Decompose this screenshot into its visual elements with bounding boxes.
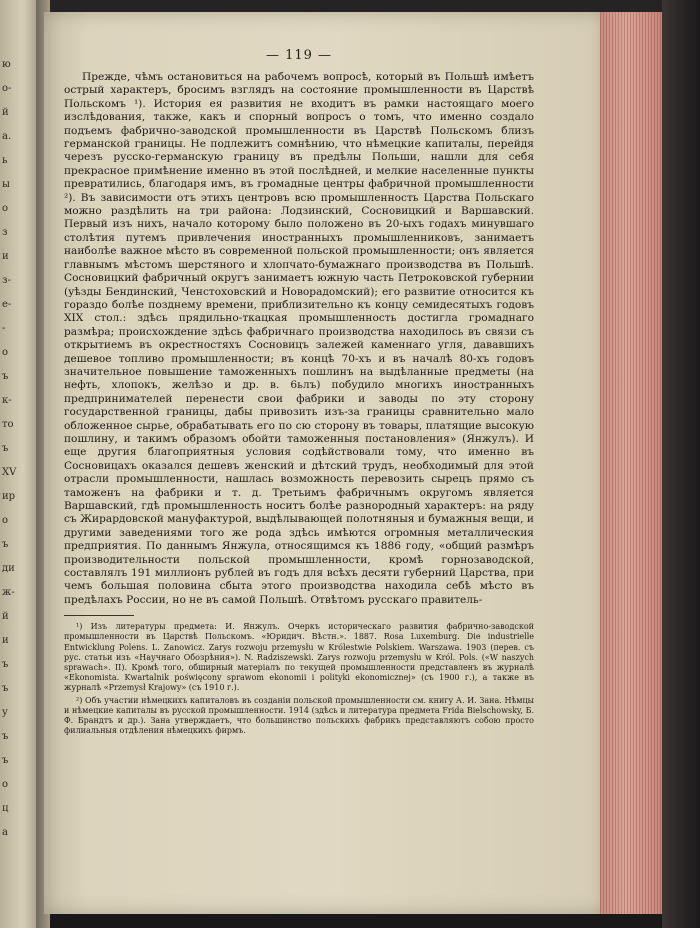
body-paragraph: Прежде, чѣмъ остановиться на рабочемъ вопросѣ, который въ Польшѣ имѣетъ острый характеръ, бросимъ взглядъ на состояние промышленности въ Царствѣ Польскомъ ¹). История ея развития не входитъ въ рамки настоящаго моего изслѣдования, также, какъ и спорный вопросъ о томъ, что именно создало подъемъ фабрично-заводской промышленности въ Царствѣ Польскомъ близъ германской границы. Не подлежитъ сомнѣнию, что нѣмецкие капиталы, перейдя черезъ русско-германскую границу въ предѣлы Польши, нашли для себя прекрасное примѣнение именно въ этой послѣдней, и мелкие населенные пункты превратились, благодаря имъ, въ громадные центры фабричной промышленности ²). Въ зависимости отъ этихъ центровъ всю промышленность Царства Польскаго можно раздѣлить на три района: Лодзинский, Сосновицкий и Варшавский. Первый изъ нихъ, начало которому было положено въ 20-ыхъ годахъ минувшаго столѣтия путемъ привлечения иностранныхъ промышленниковъ, занимаетъ наиболѣе важное мѣсто въ современной польской промышленности; онъ является главнымъ мѣстомъ шерстяного и хлопчато-бумажнаго производства въ Польшѣ. Сосновицкий фабричный округъ занимаетъ южную часть Петроковской губернии (уѣзды Бендинский, Ченстоховский и Новорадомский); его развитие относится къ гораздо болѣе позднему времени, приблизительно къ концу семидесятыхъ годовъ XIX стол.: здѣсь прядильно-ткацкая промышленность достигла громаднаго размѣра; происхождение здѣсь фабричнаго производства находилось въ связи съ открытиемъ въ окрестностяхъ Сосновицъ залежей каменнаго угля, дававшихъ дешевое топливо промышленности; въ концѣ 70-хъ и въ началѣ 80-хъ годовъ значительное повышение таможенныхъ пошлинъ на выдѣланные предметы (на нефть, хлопокъ, желѣзо и др. в. 6ьлъ) побудило многихъ иностранныхъ предпринимателей перенести свои фабрики и заводы по эту сторону государственной границы, дабы привозить изъ-за границы сравнительно мало обложенное сырье, обрабатывать его по сю сторону въ товары, платящие высокую пошлину, и такимъ образомъ обойти таможенныя постановления» (Янжулъ). И еще другия благоприятныя условия содѣйствовали тому, что именно въ Сосновицахъ оказался дешевъ женский и дѣтский трудъ, необходимый для этой отрасли промышленности, нашлась возможность перевозить сырецъ прямо съ таможенъ на фабрики и т. д. Третьимъ фабричнымъ округомъ является Варшавский, гдѣ промышленность носитъ болѣе разнородный характеръ: на ряду съ Жирардовской мануфактурой, выдѣлывающей полотняныя и бумажныя вещи, и другими заведениями того же рода здѣсь имѣются огромныя металлическия предприятия. По даннымъ Янжула, относящимся къ 1886 году, «общий размѣръ производительности польской промышленности, кромѣ горнозаводской, составлялъ 191 миллионъ рублей въ годъ для всѣхъ десяти губерний Царства, при чемъ большая половина сбыта этого производства находила себѣ мѣсто въ предѣлахъ России, но не въ самой Польшѣ. Отвѣтомъ русскаго правитель- <box>64 71 534 606</box>
page-edge <box>600 12 666 914</box>
left-page-fragment: ж- <box>2 587 15 598</box>
left-page-fragment: и <box>2 635 9 646</box>
left-page-fragment: ъ <box>2 371 9 382</box>
left-page-fragment: о <box>2 203 9 214</box>
left-page-fragment: ъ <box>2 731 9 742</box>
left-page-fragment: ь <box>2 155 8 166</box>
footnote-1: ¹) Изъ литературы предмета: И. Янжулъ. Очеркъ историческаго развития фабрично-заводской промышленности въ Царствѣ Польскомъ. «Юридич. Вѣстн.». 1887. Rosa Luxemburg. Die industrielle Entwicklung Polens. L. Zanowicz. Zarys rozwoju przemysłu w Królestwie Polskiem. Warszawa. 1903 (перев. съ рус. статьи изъ «Научнаго Обозрѣния»). N. Radziszewski. Zarys rozwoju przemysłu w Król. Pols. («W naszych sprawach». II). Кромѣ того, обширный матеріалъ по текущей промышленности представленъ въ журналѣ «Ekonomista. Kwartalnik poświęcony sprawom ekonomii i polityki ekonomicznej» (съ 1900 г.), а также въ журналѣ «Przemysł Krajowy» (съ 1910 г.). <box>64 622 534 693</box>
left-page-fragment: ц <box>2 803 9 814</box>
left-page-fragment: й <box>2 107 9 118</box>
left-page-fragment: о- <box>2 83 12 94</box>
left-page-fragment: ъ <box>2 539 9 550</box>
left-page-fragment: ир <box>2 491 16 502</box>
left-page-fragment: з <box>2 227 8 238</box>
left-page-fragment: и <box>2 251 9 262</box>
left-page-fragment: а. <box>2 131 12 142</box>
page-number: — 119 — <box>265 48 333 63</box>
left-page-fragment: е- <box>2 299 12 310</box>
left-page-fragment: а <box>2 827 8 838</box>
footnotes <box>64 622 534 736</box>
left-page-fragment: ХV <box>2 467 17 478</box>
body-text <box>64 71 534 607</box>
left-page-fragment: ъ <box>2 659 9 670</box>
footnote-2: ²) Объ участии нѣмецкихъ капиталовъ въ созданіи польской промышленности см. книгу А. И. Зана. Нѣмцы и нѣмецкие капиталы въ русской промышленности. 1914 (здѣсь и литература предмета Frida Bielschowsky, Б. Ф. Брандтъ и др.). Зана утверждаетъ, что большинство польскихъ фабрикъ представляютъ собою просто филиальныя отдѣления нѣмецкихъ фирмъ. <box>64 695 534 736</box>
left-page-fragment: о <box>2 779 9 790</box>
left-page-fragment: з- <box>2 275 11 286</box>
book-cover-edge <box>662 0 700 928</box>
left-page-fragment: ы <box>2 179 10 190</box>
left-page-fragment: у <box>2 707 8 718</box>
left-page-fragment: то <box>2 419 14 430</box>
left-page-fragment: й <box>2 611 9 622</box>
left-page-fragment: ъ <box>2 443 9 454</box>
footnote-rule <box>64 615 134 616</box>
left-page-fragment: ъ <box>2 755 9 766</box>
left-page <box>0 0 38 928</box>
left-page-fragment: ди <box>2 563 15 574</box>
left-page-fragment: ъ <box>2 683 9 694</box>
left-page-fragment: о <box>2 347 9 358</box>
left-page-fragment: о <box>2 515 9 526</box>
left-page-fragment: ю <box>2 59 11 70</box>
left-page-fragment: - <box>2 323 6 334</box>
left-page-fragment: к- <box>2 395 12 406</box>
text-block <box>64 48 534 738</box>
